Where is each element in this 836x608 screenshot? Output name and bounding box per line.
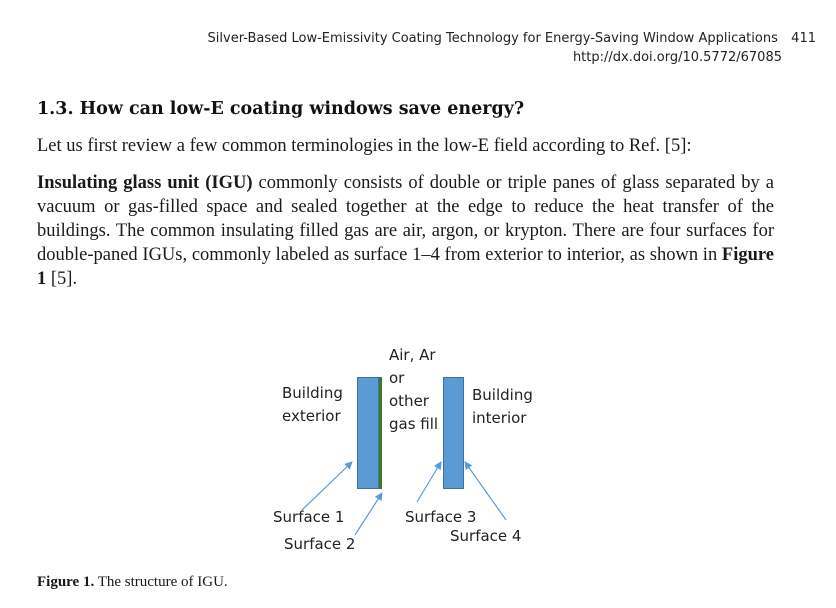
surface-1-arrow bbox=[302, 462, 352, 510]
igu-paragraph bbox=[37, 171, 774, 291]
surface-2-arrow bbox=[355, 493, 382, 535]
page-number: 411 bbox=[791, 31, 816, 46]
building-exterior-label-2: exterior bbox=[282, 407, 341, 425]
surface-3-arrow bbox=[417, 462, 441, 502]
section-heading: 1.3. How can low-E coating windows save energy? bbox=[37, 99, 525, 119]
surface-3-label: Surface 3 bbox=[405, 508, 477, 526]
building-interior-label-2: interior bbox=[472, 409, 527, 427]
header-row-doi bbox=[116, 48, 816, 67]
building-interior-label-1: Building bbox=[472, 386, 533, 404]
surface-2-label: Surface 2 bbox=[284, 535, 356, 553]
building-exterior-label-1: Building bbox=[282, 384, 343, 402]
running-header bbox=[116, 29, 816, 67]
doi-link[interactable]: http://dx.doi.org/10.5772/67085 bbox=[572, 50, 782, 65]
header-title: Silver-Based Low-Emissivity Coating Technology for Energy-Saving Window Applications bbox=[207, 31, 778, 46]
gas-fill-label-1: Air, Ar bbox=[389, 346, 436, 364]
igu-term: Insulating glass unit (IGU) bbox=[37, 173, 253, 193]
surface-1-label: Surface 1 bbox=[273, 508, 345, 526]
interior-glass-pane bbox=[443, 377, 464, 489]
exterior-glass-pane bbox=[357, 377, 379, 489]
low-e-coating bbox=[379, 377, 382, 489]
gas-fill-label-4: gas fill bbox=[389, 415, 439, 433]
gas-fill-label-3: other bbox=[389, 392, 429, 410]
figure-reference[interactable]: Figure 1 bbox=[37, 245, 774, 289]
igu-structure-figure bbox=[260, 340, 560, 570]
caption-text: The structure of IGU. bbox=[94, 574, 228, 590]
intro-paragraph: Let us first review a few common terminologies in the low-E field according to Ref. [5]: bbox=[37, 136, 692, 156]
caption-label: Figure 1. bbox=[37, 574, 95, 590]
igu-text-part-1: commonly consists of double or triple panes of glass separated by a vacuum or gas-filled space and sealed together at the edge to reduce the heat transfer of the buildings. The common insulating filled gas are air, argon, or krypton. There are four surfaces for double-paned IGUs, commonly labeled as surface 1–4 from exterior to interior, as shown in bbox=[37, 173, 774, 265]
gas-fill-label-2: or bbox=[389, 369, 405, 387]
surface-4-label: Surface 4 bbox=[450, 527, 522, 545]
igu-text-part-2: [5]. bbox=[46, 269, 78, 289]
figure-caption bbox=[37, 574, 228, 591]
header-row-title bbox=[116, 29, 816, 48]
